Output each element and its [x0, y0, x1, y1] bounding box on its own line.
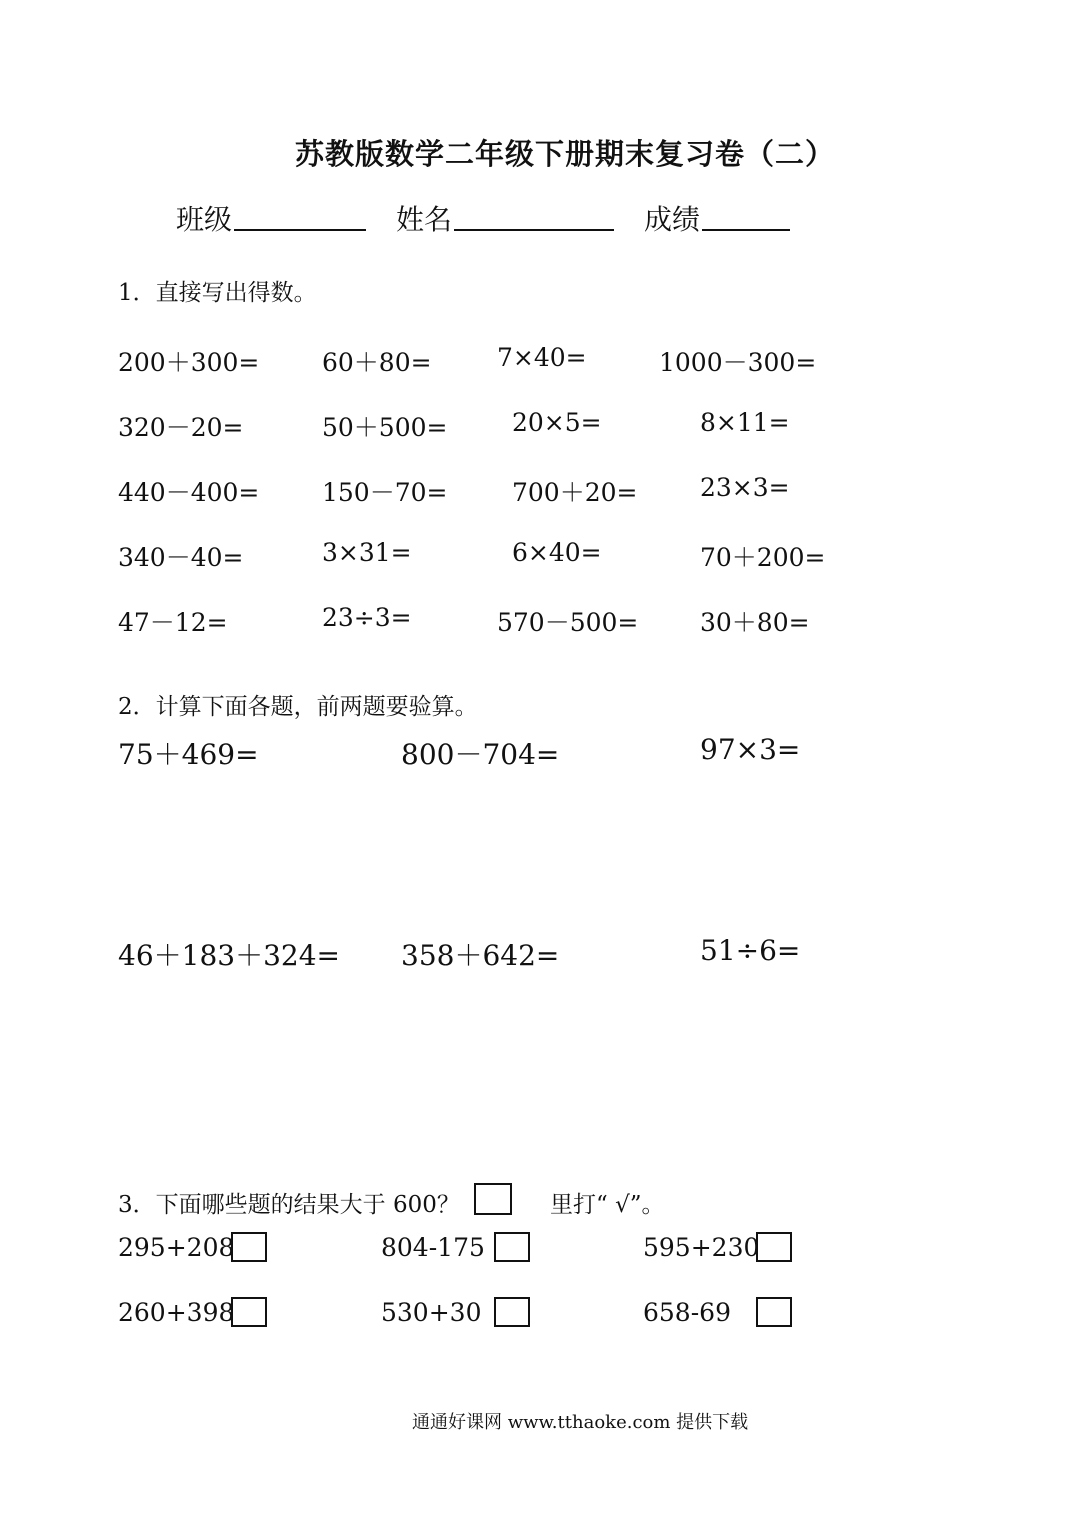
calc-problem: 358＋642=	[401, 939, 560, 972]
oral-problem: 1000－300=	[659, 348, 817, 377]
oral-problem: 23÷3=	[322, 603, 412, 632]
oral-problem: 23×3=	[700, 473, 790, 502]
oral-problem: 6×40=	[512, 538, 602, 567]
name-blank[interactable]	[454, 229, 614, 231]
footer-source: 通通好课网 www.tthaoke.com 提供下载	[412, 1412, 749, 1433]
oral-problem: 7×40=	[497, 343, 587, 372]
calc-problem: 97×3=	[700, 733, 801, 766]
check-expression: 295+208	[118, 1233, 235, 1262]
oral-problem: 70＋200=	[700, 543, 826, 572]
answer-checkbox[interactable]	[231, 1297, 267, 1327]
oral-problem: 3×31=	[322, 538, 412, 567]
check-expression: 260+398	[118, 1298, 235, 1327]
oral-problem: 570－500=	[497, 608, 639, 637]
check-expression: 804-175	[381, 1233, 485, 1262]
oral-problem: 340－40=	[118, 543, 244, 572]
oral-problem: 320－20=	[118, 413, 244, 442]
answer-checkbox[interactable]	[494, 1232, 530, 1262]
oral-problem: 8×11=	[700, 408, 790, 437]
score-label: 成绩	[644, 203, 701, 236]
score-blank[interactable]	[702, 229, 790, 231]
answer-checkbox[interactable]	[756, 1232, 792, 1262]
check-expression: 658-69	[643, 1298, 731, 1327]
section1-heading: 1．直接写出得数。	[118, 280, 317, 306]
section3-heading: 3．下面哪些题的结果大于 600？	[118, 1192, 460, 1218]
oral-problem: 700＋20=	[512, 478, 638, 507]
check-expression: 530+30	[381, 1298, 482, 1327]
calc-problem: 46＋183＋324=	[118, 939, 340, 972]
check-expression: 595+230	[643, 1233, 760, 1262]
section3-heading-tail: 里打“ √”。	[550, 1192, 665, 1218]
answer-checkbox[interactable]	[756, 1297, 792, 1327]
oral-problem: 150－70=	[322, 478, 448, 507]
example-checkbox	[474, 1183, 512, 1215]
class-blank[interactable]	[234, 229, 366, 231]
page-title: 苏教版数学二年级下册期末复习卷（二）	[294, 137, 835, 171]
calc-problem: 75＋469=	[118, 738, 259, 771]
calc-problem: 51÷6=	[700, 934, 801, 967]
answer-checkbox[interactable]	[494, 1297, 530, 1327]
oral-problem: 20×5=	[512, 408, 602, 437]
oral-problem: 47－12=	[118, 608, 228, 637]
oral-problem: 440－400=	[118, 478, 260, 507]
class-label: 班级	[176, 203, 233, 236]
oral-problem: 60＋80=	[322, 348, 432, 377]
oral-problem: 50＋500=	[322, 413, 448, 442]
oral-problem: 30＋80=	[700, 608, 810, 637]
oral-problem: 200＋300=	[118, 348, 260, 377]
name-label: 姓名	[396, 203, 453, 236]
answer-checkbox[interactable]	[231, 1232, 267, 1262]
section2-heading: 2．计算下面各题，前两题要验算。	[118, 694, 478, 720]
calc-problem: 800－704=	[401, 738, 560, 771]
